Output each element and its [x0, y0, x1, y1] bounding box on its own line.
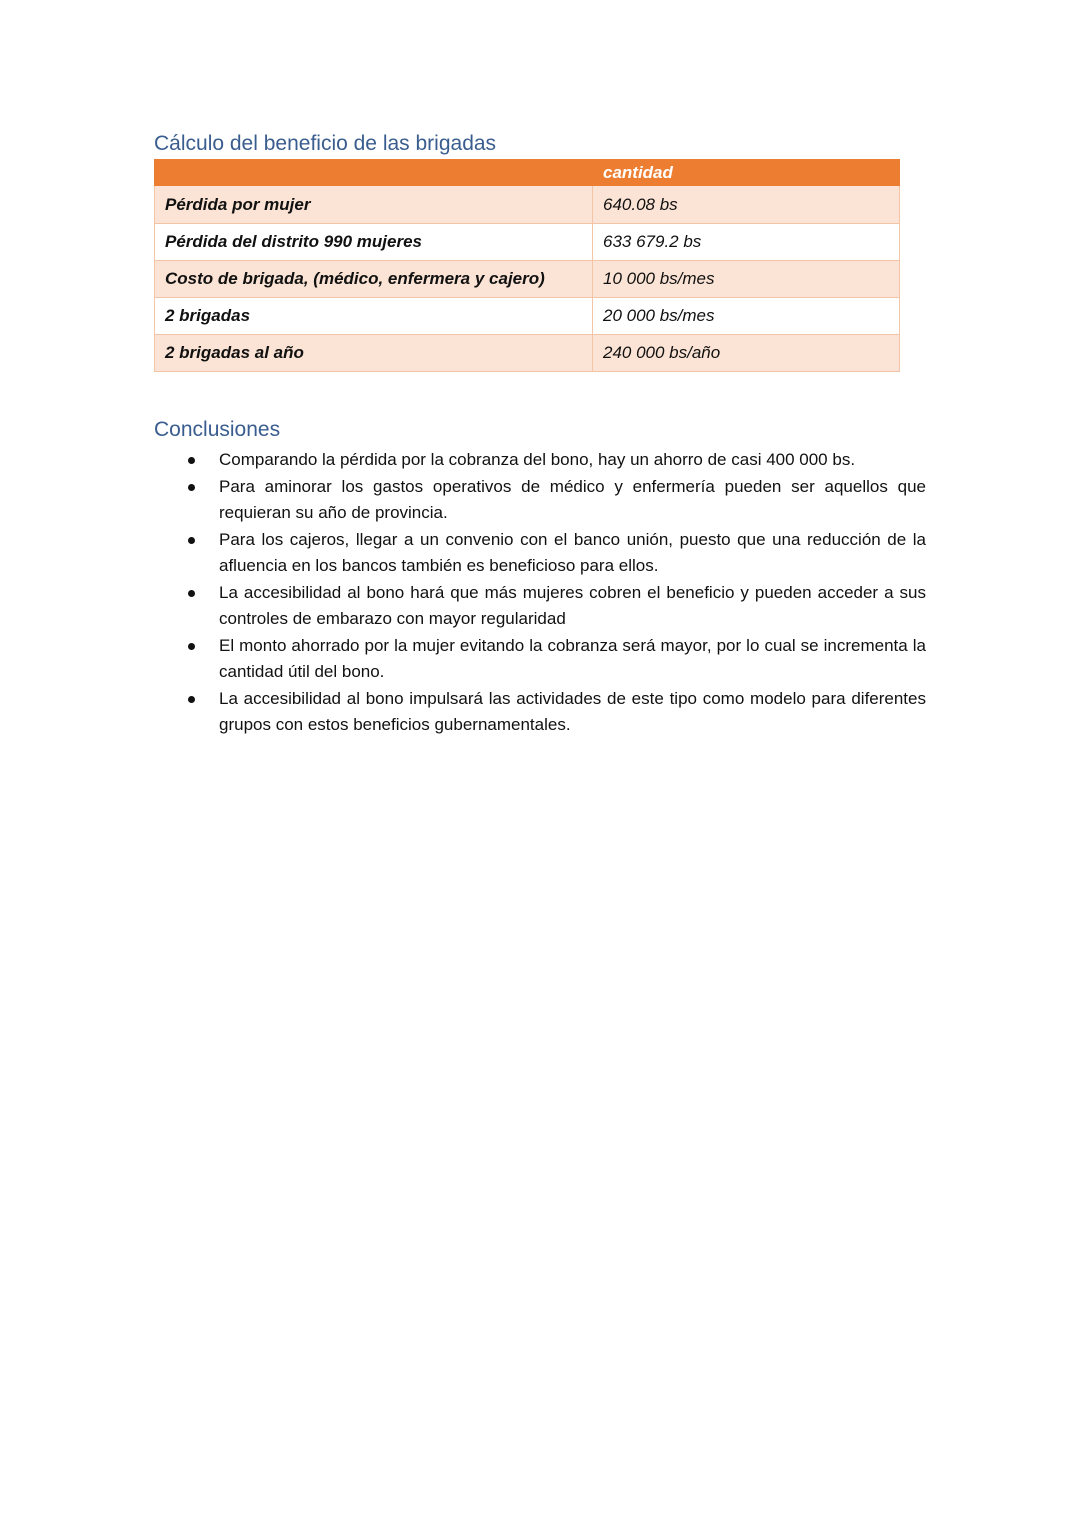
table-row	[155, 224, 900, 261]
row-label: 2 brigadas	[155, 298, 593, 335]
table-header-empty	[155, 160, 593, 186]
row-value: 20 000 bs/mes	[593, 298, 900, 335]
row-value: 633 679.2 bs	[593, 224, 900, 261]
section-heading-calculo: Cálculo del beneficio de las brigadas	[154, 132, 497, 155]
section-heading-conclusiones: Conclusiones	[154, 418, 281, 441]
list-item-text: Para los cajeros, llegar a un convenio con el banco unión, puesto que una reducción de la afluencia en los bancos también es beneficioso para ellos.	[219, 530, 926, 575]
list-item	[184, 447, 926, 473]
row-label: 2 brigadas al año	[155, 335, 593, 372]
table-row	[155, 298, 900, 335]
list-item-text: El monto ahorrado por la mujer evitando la cobranza será mayor, por lo cual se incrementa la cantidad útil del bono.	[219, 636, 926, 681]
row-value: 10 000 bs/mes	[593, 261, 900, 298]
list-item	[184, 686, 926, 738]
conclusions-list	[184, 447, 926, 739]
bullet-icon	[188, 590, 195, 597]
list-item	[184, 633, 926, 685]
list-item-text: Comparando la pérdida por la cobranza del bono, hay un ahorro de casi 400 000 bs.	[219, 450, 856, 469]
list-item-text: La accesibilidad al bono hará que más mujeres cobren el beneficio y pueden acceder a sus controles de embarazo con mayor regularidad	[219, 583, 926, 628]
row-label: Pérdida por mujer	[155, 186, 593, 224]
bullet-icon	[188, 537, 195, 544]
table-row	[155, 186, 900, 224]
list-item-text: Para aminorar los gastos operativos de médico y enfermería pueden ser aquellos que requieran su año de provincia.	[219, 477, 926, 522]
row-label: Costo de brigada, (médico, enfermera y cajero)	[155, 261, 593, 298]
row-value: 640.08 bs	[593, 186, 900, 224]
benefit-table	[154, 159, 900, 372]
row-label: Pérdida del distrito 990 mujeres	[155, 224, 593, 261]
list-item	[184, 580, 926, 632]
table-row	[155, 335, 900, 372]
bullet-icon	[188, 696, 195, 703]
row-value: 240 000 bs/año	[593, 335, 900, 372]
table-row	[155, 261, 900, 298]
list-item	[184, 474, 926, 526]
table-header-cantidad: cantidad	[593, 160, 900, 186]
list-item	[184, 527, 926, 579]
bullet-icon	[188, 643, 195, 650]
bullet-icon	[188, 457, 195, 464]
table-header-row	[155, 160, 900, 186]
list-item-text: La accesibilidad al bono impulsará las actividades de este tipo como modelo para diferentes grupos con estos beneficios gubernamentales.	[219, 689, 926, 734]
bullet-icon	[188, 484, 195, 491]
